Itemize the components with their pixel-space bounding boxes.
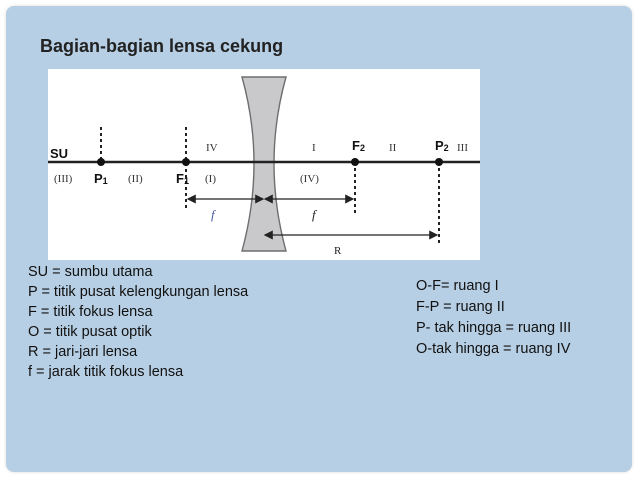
slide-title: Bagian-bagian lensa cekung xyxy=(40,36,284,56)
legend-item-p: P = titik pusat kelengkungan lensa xyxy=(28,284,249,300)
label-f2: F2 xyxy=(352,138,365,153)
legend-item-r: R = jari-jari lensa xyxy=(28,344,138,360)
legend-item-o: O = titik pusat optik xyxy=(28,324,152,340)
point-p1-dot xyxy=(97,158,105,166)
axis-label-su: SU xyxy=(50,146,69,161)
point-p2-dot xyxy=(435,158,443,166)
region-label-i-virtual: (I) xyxy=(205,173,216,185)
diagram-svg xyxy=(48,69,480,260)
concave-lens-diagram xyxy=(48,69,480,260)
label-p2: P2 xyxy=(435,138,449,153)
region-label-iv-virtual: (IV) xyxy=(300,173,319,185)
focal-length-label-right: f xyxy=(312,207,316,222)
focal-length-label-left: f xyxy=(211,207,215,222)
region-label-iii: III xyxy=(457,142,468,154)
radius-label: R xyxy=(334,245,342,257)
legend-right xyxy=(416,276,571,360)
point-f2-dot xyxy=(351,158,359,166)
region-label-iv: IV xyxy=(206,142,218,154)
legend-item-space-4: O-tak hingga = ruang IV xyxy=(416,341,571,357)
region-label-ii-virtual: (II) xyxy=(128,173,143,185)
legend-item-space-1: O-F= ruang I xyxy=(416,278,499,294)
legend-item-space-3: P- tak hingga = ruang III xyxy=(416,320,572,336)
region-label-iii-virtual: (III) xyxy=(54,173,73,185)
legend-item-su: SU = sumbu utama xyxy=(28,264,153,280)
point-f1-dot xyxy=(182,158,190,166)
legend-item-f-distance: f = jarak titik fokus lensa xyxy=(28,364,184,380)
concave-lens-shape xyxy=(242,77,286,251)
label-f1: F1 xyxy=(176,171,189,186)
legend-item-f: F = titik fokus lensa xyxy=(28,304,153,320)
legend-left xyxy=(28,262,248,382)
label-p1: P1 xyxy=(94,171,108,186)
legend-item-space-2: F-P = ruang II xyxy=(416,299,505,315)
region-label-i: I xyxy=(312,142,316,154)
region-label-ii: II xyxy=(389,142,397,154)
